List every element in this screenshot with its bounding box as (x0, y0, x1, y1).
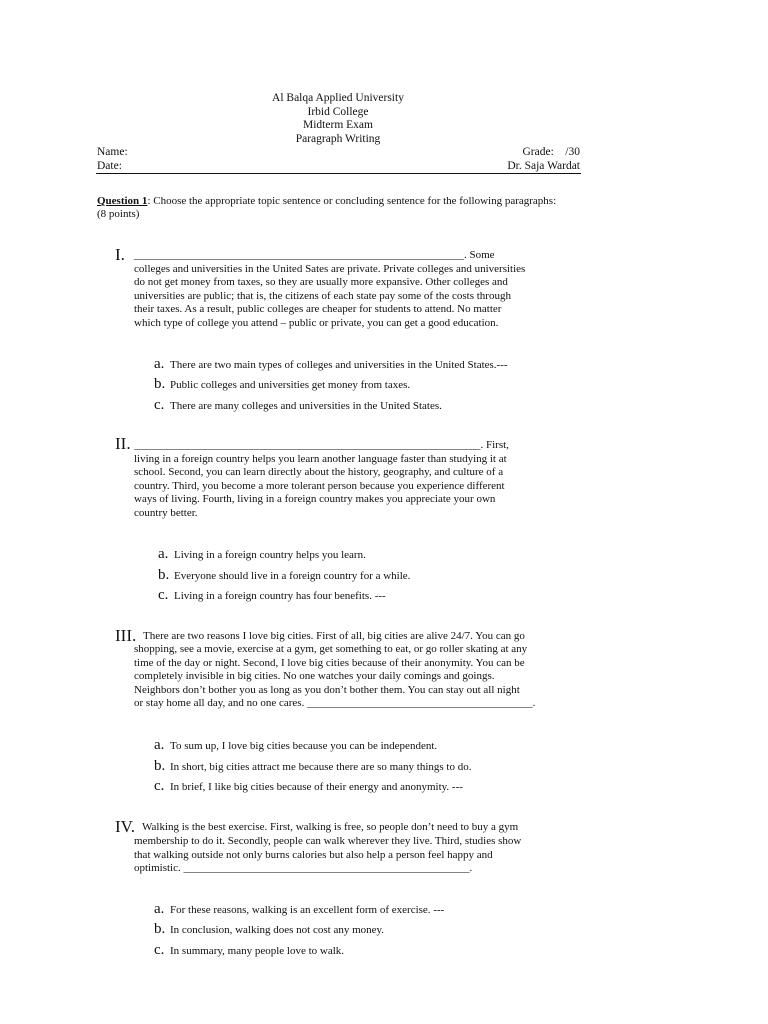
paragraph-3 (143, 630, 583, 644)
option-b[interactable] (158, 568, 410, 583)
option-text: There are many colleges and universities in the United States. (170, 400, 442, 412)
option-text: Living in a foreign country helps you learn. (174, 549, 366, 561)
option-text: To sum up, I love big cities because you can be independent. (170, 740, 438, 752)
option-a[interactable] (154, 738, 437, 753)
grade-field (523, 146, 581, 159)
option-text: In summary, many people love to walk. (170, 945, 345, 957)
question-instruction (97, 195, 567, 220)
option-text: Living in a foreign country has four benefits. --- (174, 590, 386, 602)
option-letter: c. (154, 778, 165, 794)
paragraph-4 (142, 821, 582, 835)
option-text: There are two main types of colleges and universities in the United States.--- (170, 359, 508, 371)
option-c[interactable] (154, 398, 442, 413)
paragraph-first-line: There are two reasons I love big cities. First of all, big cities are alive 24/7. You can go (143, 630, 525, 642)
option-letter: b. (154, 758, 166, 774)
option-letter: b. (158, 567, 170, 583)
grade-label: Grade: (522, 146, 554, 158)
exam-header (96, 92, 580, 146)
paragraph-3-body (134, 643, 584, 711)
exam-subject: Paragraph Writing (295, 132, 381, 145)
option-letter: a. (154, 737, 165, 753)
grade-value: /30 (565, 146, 580, 158)
paragraph-body: living in a foreign country helps you learn another language faster than studying it at school. Second, you can learn directly about the history, geography, and culture of a country. Third, you become a more tolerant person because you experience different ways of living. Fourth, living in a foreign country makes you appreciate your own country better. (134, 452, 507, 519)
question-label: Question 1 (97, 195, 148, 207)
paragraph-first-line: ____________________________________________________________. Some (134, 249, 495, 261)
paragraph-first-line: Walking is the best exercise. First, walking is free, so people don’t need to buy a gym (142, 821, 519, 833)
option-letter: c. (154, 942, 165, 958)
paragraph-4-body (134, 835, 584, 876)
option-c[interactable] (154, 779, 463, 794)
option-c[interactable] (158, 588, 386, 603)
date-label: Date: (97, 160, 122, 172)
option-letter: b. (154, 376, 166, 392)
name-label: Name: (97, 146, 128, 158)
option-a[interactable] (154, 902, 444, 917)
paragraph-2 (134, 439, 584, 520)
paragraph-numeral: II. (115, 434, 131, 453)
option-letter: a. (154, 356, 165, 372)
option-text: Everyone should live in a foreign country for a while. (174, 570, 411, 582)
university-name: Al Balqa Applied University (272, 92, 404, 104)
option-text: In short, big cities attract me because there are so many things to do. (170, 761, 472, 773)
option-b[interactable] (154, 922, 384, 937)
option-b[interactable] (154, 759, 472, 774)
option-text: For these reasons, walking is an excellent form of exercise. --- (170, 904, 445, 916)
college-name: Irbid College (307, 105, 369, 118)
option-a[interactable] (158, 547, 366, 562)
option-letter: c. (158, 587, 169, 603)
paragraph-numeral: I. (115, 245, 125, 264)
option-c[interactable] (154, 943, 344, 958)
exam-title: Midterm Exam (303, 119, 373, 132)
paragraph-body: membership to do it. Secondly, people can walk wherever they live. Third, studies show that walking outside not only burns calories but also help a person feel happy and optimistic. ____________________________________________________. (134, 835, 522, 874)
paragraph-numeral: III. (115, 626, 137, 645)
paragraph-1 (134, 249, 584, 330)
teacher-name: Dr. Saja Wardat (507, 160, 580, 172)
paragraph-numeral: IV. (115, 817, 135, 836)
paragraph-body: shopping, see a movie, exercise at a gym, get something to eat, or go roller skating at any time of the day or night. Second, I love big cities because of their anonymity. You can be completely invisible in big cities. No one watches your daily comings and goings. Neighbors don’t bother you as long as you don’t bother them. You can stay out all night or stay home all day, and no one cares. _________________________________________. (134, 643, 536, 709)
header-divider (96, 173, 581, 174)
option-a[interactable] (154, 357, 508, 372)
option-letter: b. (154, 921, 166, 937)
option-letter: a. (154, 901, 165, 917)
question-text: : Choose the appropriate topic sentence or concluding sentence for the following paragraphs: (8 points) (97, 195, 557, 220)
option-b[interactable] (154, 377, 410, 392)
paragraph-body: colleges and universities in the United Sates are private. Private colleges and universities do not get money from taxes, so they are usually more expansive. Other colleges and universities are public; that is, the citizens of each state pay some of the costs through their taxes. As a result, public colleges are cheaper for students to attend. No matter which type of college you attend – public or private, you can get a good education. (134, 262, 526, 329)
option-text: Public colleges and universities get money from taxes. (170, 379, 411, 391)
option-letter: a. (158, 546, 169, 562)
option-text: In conclusion, walking does not cost any money. (170, 924, 385, 936)
option-text: In brief, I like big cities because of their energy and anonymity. --- (170, 781, 463, 793)
option-letter: c. (154, 397, 165, 413)
paragraph-first-line: _______________________________________________________________. First, (134, 439, 509, 451)
